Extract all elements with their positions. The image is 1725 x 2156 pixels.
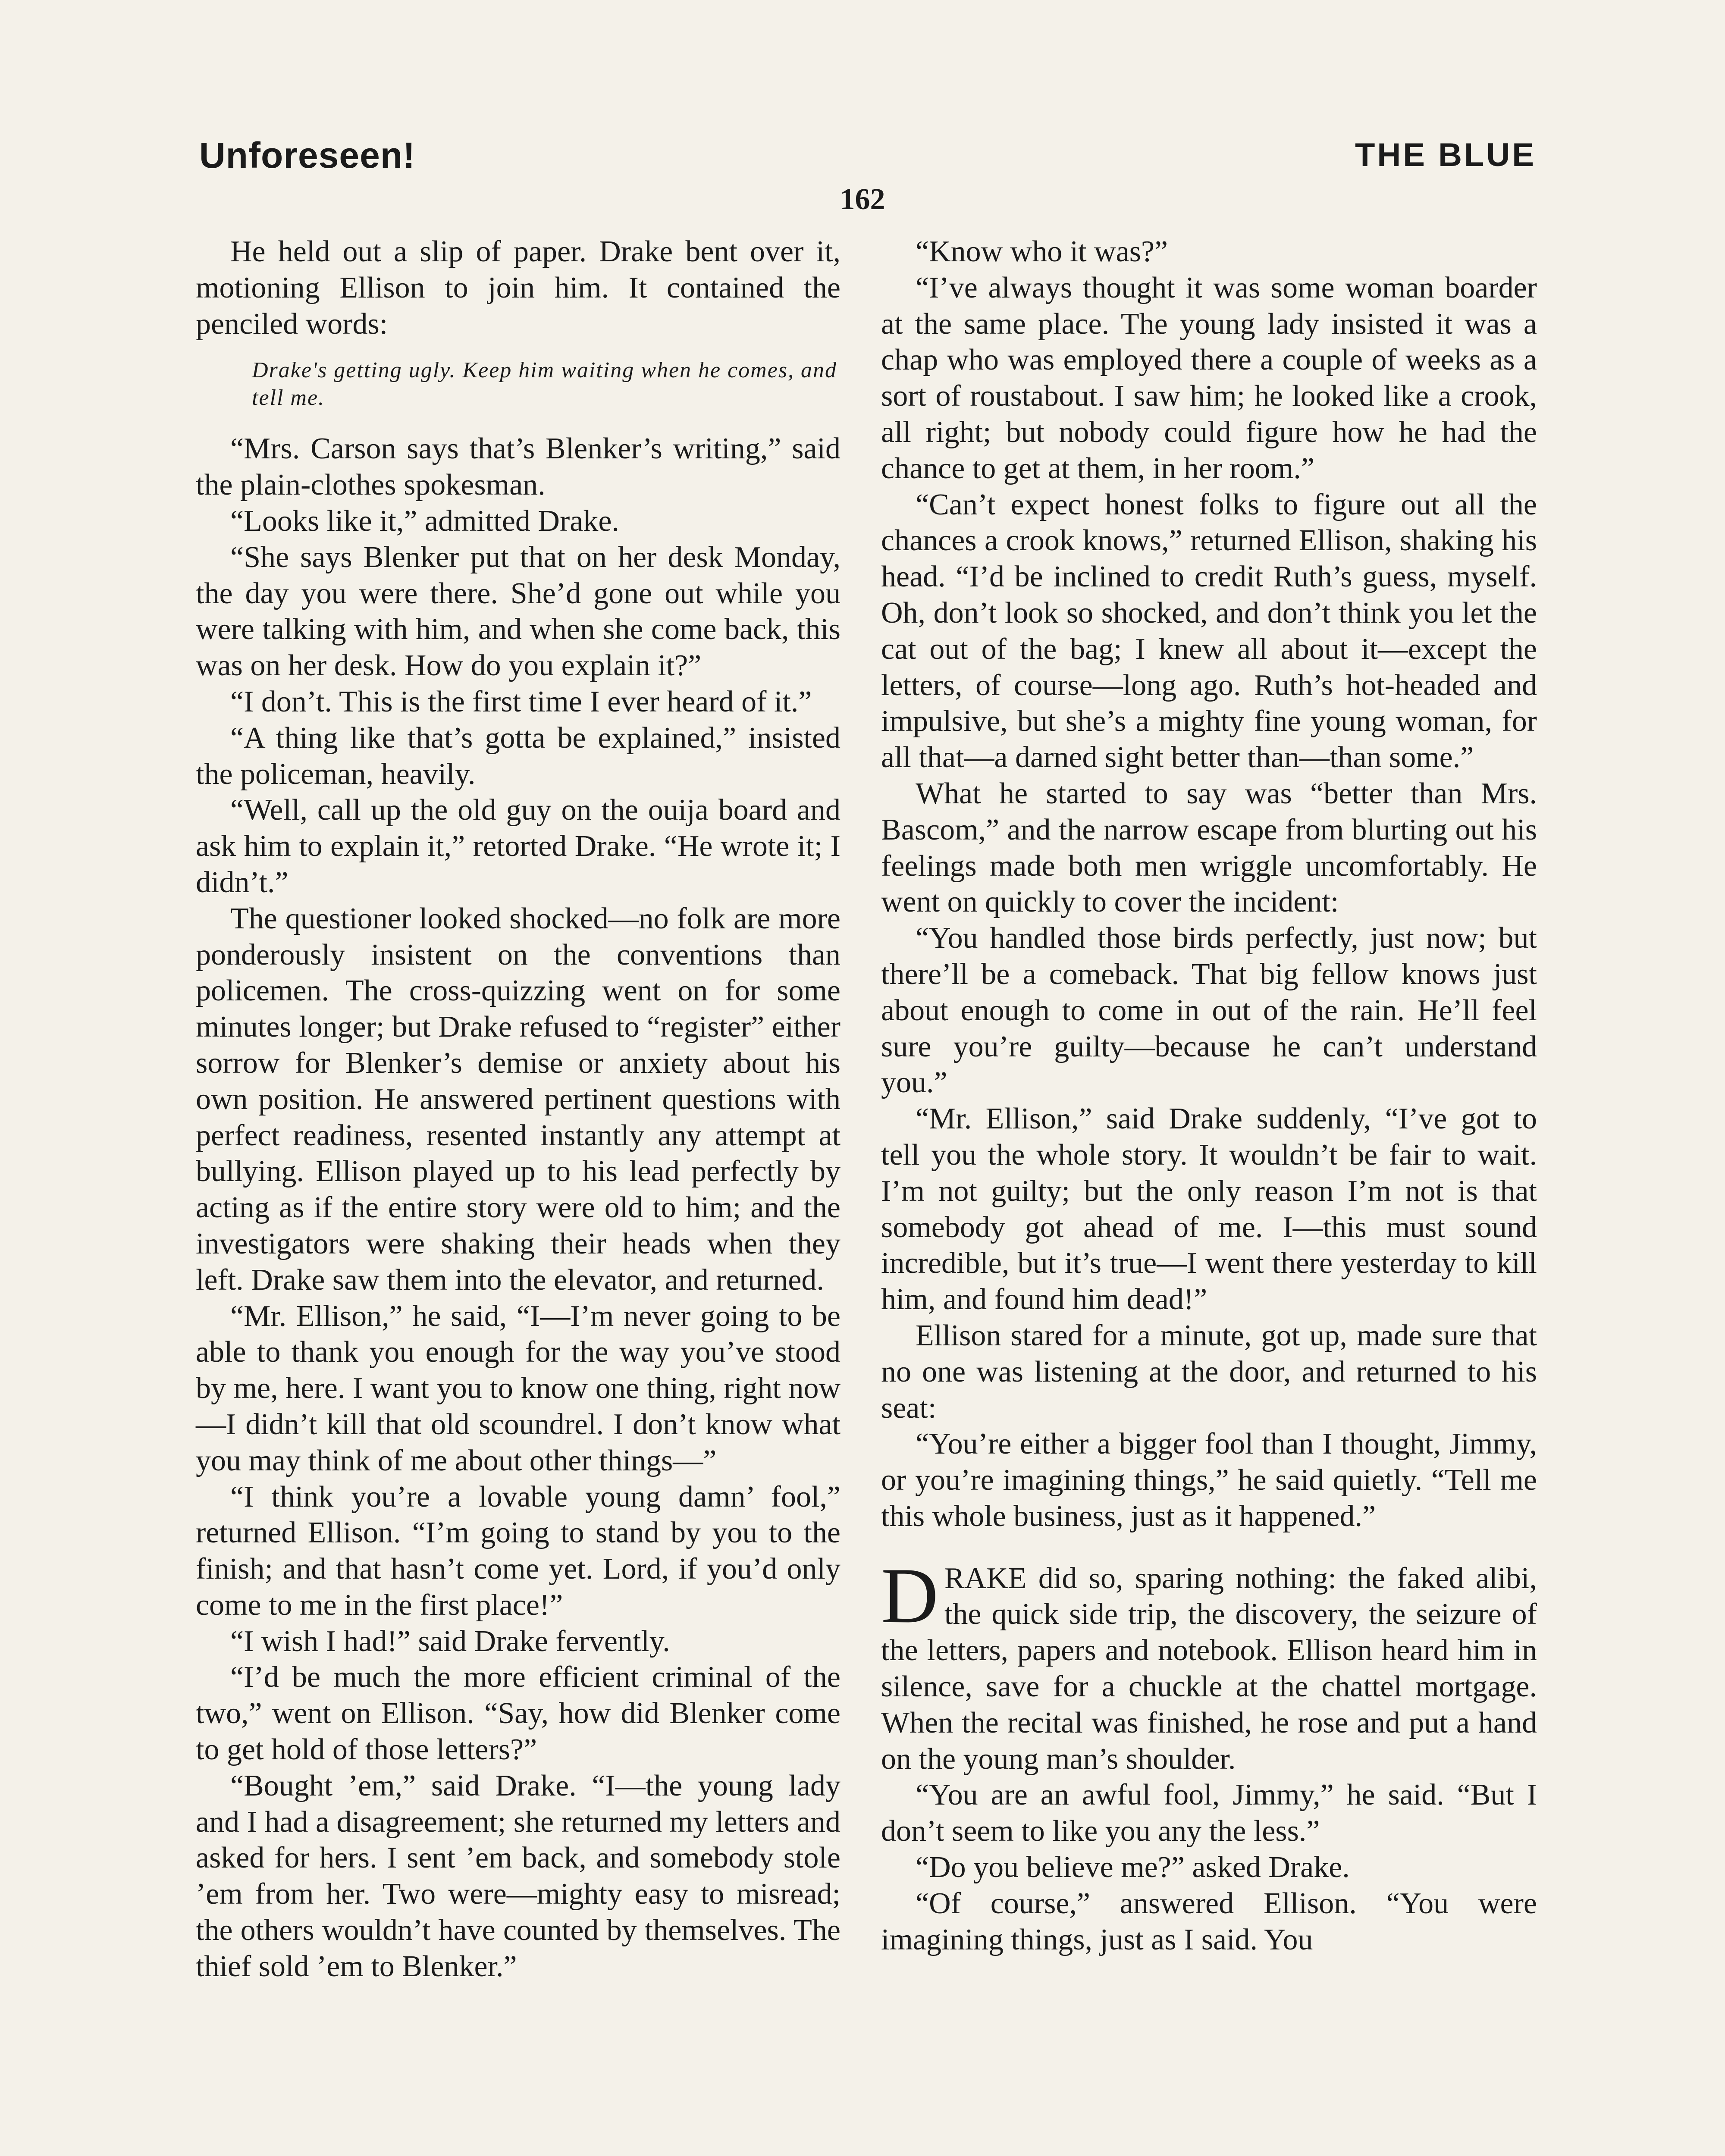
- paragraph: “Do you believe me?” asked Drake.: [916, 1851, 1350, 1884]
- paragraph: What he started to say was “better than Mrs. Bascom,” and the narrow escape from blurting out his feelings made both men wriggle uncomfortably. He went on quickly to cover the incident:: [881, 777, 1537, 919]
- page-number: 162: [840, 183, 885, 216]
- drop-cap: D: [881, 1551, 938, 1639]
- paragraph: “Mr. Ellison,” said Drake suddenly, “I’ve got to tell you the whole story. It wouldn’t be fair to wait. I’m not guilty; but the only reason I’m not is that somebody got ahead of me. I—this must sound incredible, but it’s true—I went there yesterday to kill him, and found him dead!”: [881, 1102, 1537, 1316]
- running-title: Unforeseen!: [199, 135, 416, 175]
- paragraph: “You handled those birds perfectly, just now; but there’ll be a comeback. That big fellow knows just about enough to come in out of the rain. He’ll feel sure you’re guilty—because he can’t understand you.”: [881, 921, 1537, 1100]
- right-column: [881, 234, 1537, 1958]
- paragraph: “Know who it was?”: [916, 235, 1168, 268]
- paragraph: Ellison stared for a minute, got up, made sure that no one was listening at the door, and returned to his seat:: [881, 1319, 1537, 1425]
- paragraph: “Mrs. Carson says that’s Blenker’s writing,” said the plain-clothes spokesman.: [196, 432, 841, 502]
- paragraph-with-drop-cap: [881, 1551, 1537, 1777]
- paragraph: “I think you’re a lovable young damn’ fool,” returned Ellison. “I’m going to stand by you to the finish; and that hasn’t come yet. Lord, if you’d only come to me in the first place!”: [196, 1480, 841, 1622]
- paragraph: “Bought ’em,” said Drake. “I—the young lady and I had a disagreement; she returned my letters and asked for hers. I sent ’em back, and somebody stole ’em from her. Two were—mighty easy to misread; the others wouldn’t have counted by themselves. The thief sold ’em to Blenker.”: [196, 1769, 841, 1983]
- paragraph: “You are an awful fool, Jimmy,” he said. “But I don’t seem to like you any the less.”: [881, 1778, 1537, 1848]
- paragraph: The questioner looked shocked—no folk are more ponderously insistent on the conventions than policemen. The cross-quizzing went on for some minutes longer; but Drake refused to “register” either sorrow for Blenker’s demise or anxiety about his own position. He answered pertinent questions with perfect readiness, resented instantly any attempt at bullying. Ellison played up to his lead perfectly by acting as if the entire story were old to him; and the investigators were shaking their heads when they left. Drake saw them into the elevator, and returned.: [196, 902, 841, 1297]
- paragraph: “You’re either a bigger fool than I thought, Jimmy, or you’re imagining things,” he said quietly. “Tell me this whole business, just as it happened.”: [881, 1427, 1537, 1533]
- penciled-note: Drake's getting ugly. Keep him waiting when he comes, and tell me.: [252, 358, 837, 411]
- paragraph: He held out a slip of paper. Drake bent over it, motioning Ellison to join him. It contained the penciled words:: [196, 235, 841, 341]
- paragraph: “I’d be much the more efficient criminal of the two,” went on Ellison. “Say, how did Blenker come to get hold of those letters?”: [196, 1661, 841, 1767]
- paragraph: “Can’t expect honest folks to figure out all the chances a crook knows,” returned Ellison, shaking his head. “I’d be inclined to credit Ruth’s guess, myself. Oh, don’t look so shocked, and don’t think you let the cat out of the bag; I knew all about it—except the letters, of course—long ago. Ruth’s hot-headed and impulsive, but she’s a mighty fine young woman, for all that—a darned sight better than—than some.”: [881, 488, 1537, 774]
- paragraph: “I don’t. This is the first time I ever heard of it.”: [230, 685, 812, 718]
- paragraph: “I wish I had!” said Drake fervently.: [230, 1624, 670, 1658]
- paragraph: “She says Blenker put that on her desk Monday, the day you were there. She’d gone out while you were talking with him, and when she come back, this was on her desk. How do you explain it?”: [196, 540, 841, 683]
- magazine-title: THE BLUE: [1355, 137, 1536, 173]
- paragraph: “Mr. Ellison,” he said, “I—I’m never going to be able to thank you enough for the way you’ve stood by me, here. I want you to know one thing, right now—I didn’t kill that old scoundrel. I don’t know what you may think of me about other things—”: [196, 1299, 841, 1477]
- paragraph: “A thing like that’s gotta be explained,” insisted the policeman, heavily.: [196, 721, 841, 791]
- paragraph-text: RAKE did so, sparing nothing: the faked alibi, the quick side trip, the discovery, the seizure of the letters, papers and notebook. Ellison heard him in silence, save for a chuckle at the chattel mortgage. When the recital was finished, he rose and put a hand on the young man’s shoulder.: [881, 1561, 1537, 1776]
- paragraph: “Of course,” answered Ellison. “You were imagining things, just as I said. You: [881, 1887, 1537, 1956]
- section-break: [881, 1535, 1537, 1561]
- left-column: [196, 234, 841, 1985]
- paragraph: “I’ve always thought it was some woman boarder at the same place. The young lady insisted it was a chap who was employed there a couple of weeks as a sort of roustabout. I saw him; he looked like a crook, all right; but nobody could figure how he had the chance to get at them, in her room.”: [881, 271, 1537, 485]
- paragraph: “Well, call up the old guy on the ouija board and ask him to explain it,” retorted Drake. “He wrote it; I didn’t.”: [196, 793, 841, 899]
- paragraph: “Looks like it,” admitted Drake.: [230, 504, 619, 538]
